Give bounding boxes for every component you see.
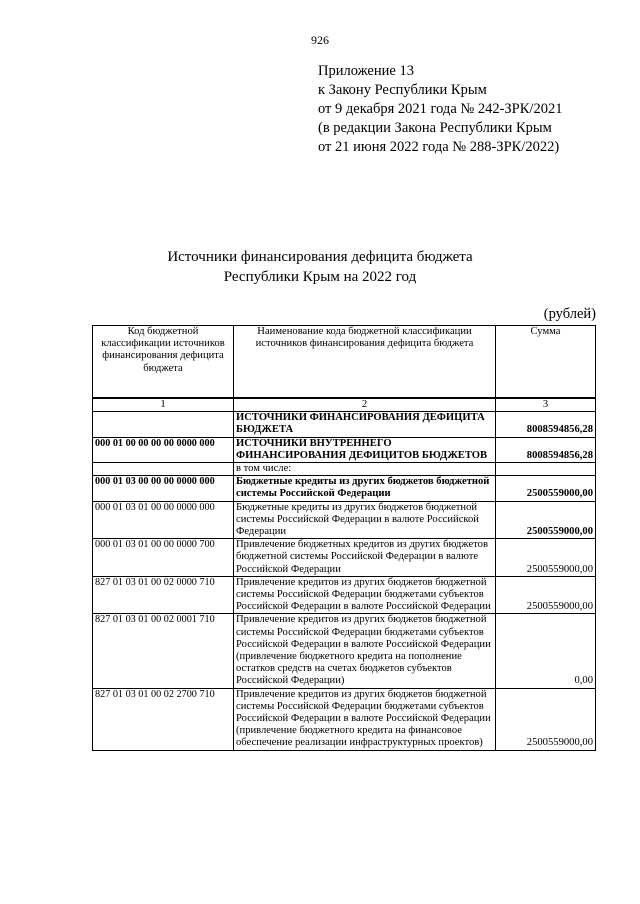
table-row — [93, 412, 596, 437]
row-amount — [496, 463, 596, 476]
financing-sources-table — [92, 325, 596, 751]
units-label: (рублей) — [543, 306, 596, 322]
annex-line: от 9 декабря 2021 года № 242-ЗРК/2021 — [318, 101, 563, 117]
column-number: 2 — [234, 398, 496, 412]
header-code: Код бюджетной классификации источников финансирования дефицита бюджета — [93, 326, 234, 399]
row-code: 827 01 03 01 00 02 0001 710 — [93, 614, 234, 688]
annex-line: Приложение 13 — [318, 63, 414, 79]
row-code: 827 01 03 01 00 02 0000 710 — [93, 576, 234, 614]
row-code — [93, 463, 234, 476]
table-row — [93, 688, 596, 750]
title-line: Источники финансирования дефицита бюджета — [167, 249, 473, 265]
row-amount: 2500559000,00 — [496, 539, 596, 577]
table-row — [93, 437, 596, 462]
row-name: Привлечение бюджетных кредитов из других бюджетов бюджетной системы Российской Федерации в валюте Российской Федерации — [234, 539, 496, 577]
table-row — [93, 539, 596, 577]
header-name: Наименование кода бюджетной классификации источников финансирования дефицита бюджета — [234, 326, 496, 399]
table-row — [93, 576, 596, 614]
row-code: 000 01 03 00 00 00 0000 000 — [93, 476, 234, 501]
page-number: 926 — [311, 33, 329, 47]
column-number: 1 — [93, 398, 234, 412]
row-name: Бюджетные кредиты из других бюджетов бюджетной системы Российской Федерации — [234, 476, 496, 501]
row-amount: 2500559000,00 — [496, 501, 596, 539]
row-amount: 8008594856,28 — [496, 437, 596, 462]
row-name: Привлечение кредитов из других бюджетов бюджетной системы Российской Федерации бюджетами субъектов Российской Федерации в валюте Российской Федерации — [234, 576, 496, 614]
annex-line: (в редакции Закона Республики Крым — [318, 120, 552, 136]
table-row — [93, 463, 596, 476]
title-line: Республики Крым на 2022 год — [223, 269, 417, 285]
row-amount: 2500559000,00 — [496, 576, 596, 614]
row-amount: 0,00 — [496, 614, 596, 688]
row-code: 827 01 03 01 00 02 2700 710 — [93, 688, 234, 750]
document-title — [0, 247, 640, 287]
row-name: Привлечение кредитов из других бюджетов бюджетной системы Российской Федерации бюджетами субъектов Российской Федерации в валюте Российской Федерации (привлечение бюджетного кредита на пополнение остатков средств на счетах бюджетов субъектов Российской Федерации) — [234, 614, 496, 688]
row-name: ИСТОЧНИКИ ВНУТРЕННЕГО ФИНАНСИРОВАНИЯ ДЕФИЦИТОВ БЮДЖЕТОВ — [234, 437, 496, 462]
table-row — [93, 501, 596, 539]
row-name: Бюджетные кредиты из других бюджетов бюджетной системы Российской Федерации в валюте Российской Федерации — [234, 501, 496, 539]
row-code: 000 01 03 01 00 00 0000 000 — [93, 501, 234, 539]
row-code — [93, 412, 234, 437]
row-amount: 8008594856,28 — [496, 412, 596, 437]
row-name: ИСТОЧНИКИ ФИНАНСИРОВАНИЯ ДЕФИЦИТА БЮДЖЕТА — [234, 412, 496, 437]
column-number: 3 — [496, 398, 596, 412]
column-number-row — [93, 398, 596, 412]
table-row — [93, 614, 596, 688]
annex-reference — [318, 62, 562, 157]
row-code: 000 01 00 00 00 00 0000 000 — [93, 437, 234, 462]
table-row — [93, 476, 596, 501]
header-amount: Сумма — [496, 326, 596, 399]
row-name: в том числе: — [234, 463, 496, 476]
annex-line: к Закону Республики Крым — [318, 82, 487, 98]
table-header-row — [93, 326, 596, 399]
row-amount: 2500559000,00 — [496, 476, 596, 501]
row-name: Привлечение кредитов из других бюджетов бюджетной системы Российской Федерации бюджетами субъектов Российской Федерации в валюте Российской Федерации (привлечение бюджетного кредита на финансовое обеспечение реализации инфраструктурных проектов) — [234, 688, 496, 750]
row-code: 000 01 03 01 00 00 0000 700 — [93, 539, 234, 577]
annex-line: от 21 июня 2022 года № 288-ЗРК/2022) — [318, 139, 560, 155]
row-amount: 2500559000,00 — [496, 688, 596, 750]
